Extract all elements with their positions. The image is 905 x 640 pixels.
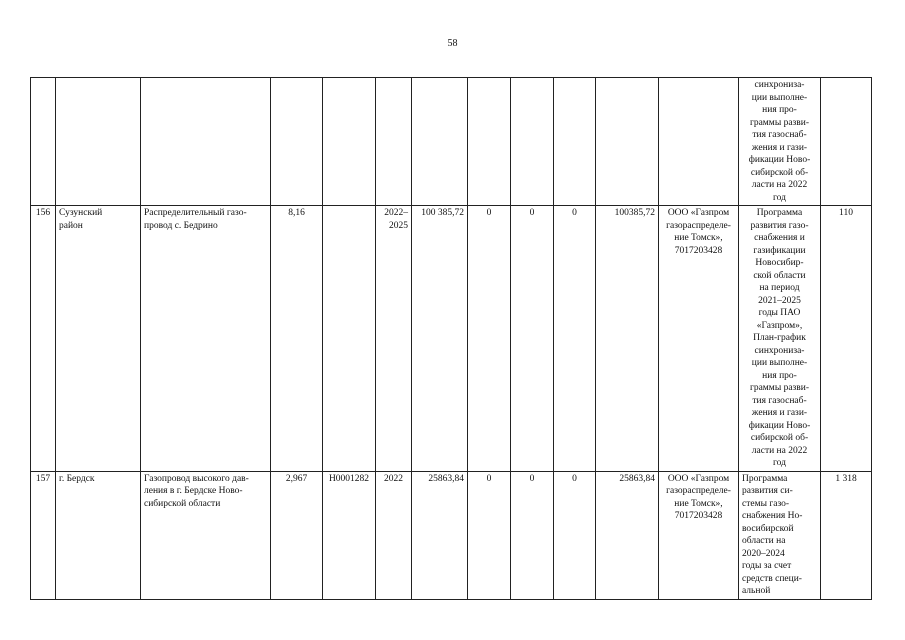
cell-v1: 0 (468, 206, 511, 472)
cell-org: ООО «Газпром газораспределе- ние Томск», 7017203428 (659, 206, 739, 472)
cell-program: Программа развития си- стемы газо- снабжения Но- восибирской области на 2020–2024 годы за счет средств специ- альной (739, 471, 821, 599)
gasification-table (30, 77, 872, 600)
cell-last: 1 318 (821, 471, 872, 599)
cell-v3: 0 (554, 471, 596, 599)
cell-length: 2,967 (271, 471, 323, 599)
cell-v3 (554, 78, 596, 206)
cell-period: 2022– 2025 (376, 206, 412, 472)
cell-num (31, 78, 56, 206)
cell-v4: 25863,84 (596, 471, 659, 599)
page-number: 58 (447, 38, 458, 49)
cell-period: 2022 (376, 471, 412, 599)
cell-length: 8,16 (271, 206, 323, 472)
cell-district: Сузунский район (56, 206, 141, 472)
table-row (31, 206, 872, 472)
cell-district: г. Бердск (56, 471, 141, 599)
cell-period (376, 78, 412, 206)
cell-v3: 0 (554, 206, 596, 472)
cell-v4: 100385,72 (596, 206, 659, 472)
cell-program: Программа развития газо- снабжения и газификации Новосибир- ской области на период 2021–2025 годы ПАО «Газпром», План-график синхрониза- ции выполне- ния про- граммы разви- тия газоснаб- жения и гази- фикации Ново- сибирской об- ласти на 2022 год (739, 206, 821, 472)
cell-v1: 0 (468, 471, 511, 599)
cell-last (821, 78, 872, 206)
cell-district (56, 78, 141, 206)
cell-object (141, 78, 271, 206)
cell-total: 100 385,72 (412, 206, 468, 472)
cell-last: 110 (821, 206, 872, 472)
cell-num: 157 (31, 471, 56, 599)
cell-object: Распределительный газо- провод с. Бедрино (141, 206, 271, 472)
cell-v2: 0 (511, 206, 554, 472)
cell-code: Н0001282 (323, 471, 376, 599)
cell-org: ООО «Газпром газораспределе- ние Томск», 7017203428 (659, 471, 739, 599)
cell-v2 (511, 78, 554, 206)
cell-v2: 0 (511, 471, 554, 599)
table-row (31, 471, 872, 599)
cell-total (412, 78, 468, 206)
cell-org (659, 78, 739, 206)
cell-code (323, 206, 376, 472)
cell-code (323, 78, 376, 206)
cell-length (271, 78, 323, 206)
cell-v4 (596, 78, 659, 206)
continuation-row (31, 78, 872, 206)
cell-total: 25863,84 (412, 471, 468, 599)
cell-num: 156 (31, 206, 56, 472)
cell-program: синхрониза- ции выполне- ния про- граммы разви- тия газоснаб- жения и гази- фикации Ново- сибирской об- ласти на 2022 год (739, 78, 821, 206)
cell-object: Газопровод высокого дав- ления в г. Бердске Ново- сибирской области (141, 471, 271, 599)
cell-v1 (468, 78, 511, 206)
